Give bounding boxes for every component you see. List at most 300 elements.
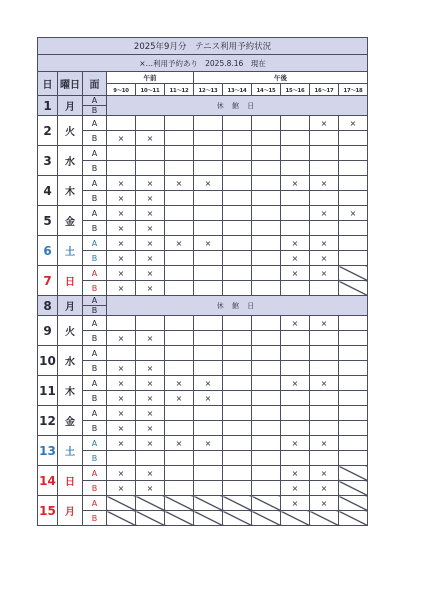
open-slot bbox=[339, 346, 368, 361]
reserved-mark: × bbox=[136, 421, 165, 436]
open-slot bbox=[252, 146, 281, 161]
table-row bbox=[38, 361, 368, 376]
reserved-mark: × bbox=[339, 116, 368, 131]
unavailable-slot bbox=[136, 496, 165, 511]
open-slot bbox=[223, 116, 252, 131]
reserved-mark: × bbox=[194, 436, 223, 451]
open-slot bbox=[281, 131, 310, 146]
open-slot bbox=[223, 376, 252, 391]
weekday-label: 日 bbox=[58, 266, 83, 296]
reserved-mark: × bbox=[107, 191, 136, 206]
court-label: A bbox=[83, 406, 107, 421]
reserved-mark: × bbox=[136, 361, 165, 376]
open-slot bbox=[136, 451, 165, 466]
open-slot bbox=[252, 206, 281, 221]
table-row bbox=[38, 331, 368, 346]
reserved-mark: × bbox=[107, 221, 136, 236]
table-row bbox=[38, 511, 368, 526]
court-label: B bbox=[83, 511, 107, 526]
open-slot bbox=[339, 176, 368, 191]
weekday-label: 土 bbox=[58, 236, 83, 266]
open-slot bbox=[223, 331, 252, 346]
reserved-mark: × bbox=[310, 116, 339, 131]
hour-header: 11～12 bbox=[165, 84, 194, 96]
unavailable-slot bbox=[339, 466, 368, 481]
open-slot bbox=[136, 161, 165, 176]
table-row bbox=[38, 236, 368, 251]
open-slot bbox=[310, 391, 339, 406]
reserved-mark: × bbox=[281, 316, 310, 331]
open-slot bbox=[194, 191, 223, 206]
open-slot bbox=[252, 376, 281, 391]
reserved-mark: × bbox=[194, 236, 223, 251]
open-slot bbox=[165, 316, 194, 331]
open-slot bbox=[252, 251, 281, 266]
open-slot bbox=[310, 361, 339, 376]
open-slot bbox=[310, 281, 339, 296]
reserved-mark: × bbox=[310, 436, 339, 451]
open-slot bbox=[107, 451, 136, 466]
open-slot bbox=[252, 361, 281, 376]
open-slot bbox=[281, 221, 310, 236]
court-label: A bbox=[83, 116, 107, 131]
open-slot bbox=[339, 251, 368, 266]
open-slot bbox=[281, 191, 310, 206]
open-slot bbox=[310, 161, 339, 176]
reserved-mark: × bbox=[107, 206, 136, 221]
reserved-mark: × bbox=[107, 391, 136, 406]
day-number: 8 bbox=[38, 296, 58, 316]
open-slot bbox=[281, 361, 310, 376]
court-label: B bbox=[83, 251, 107, 266]
reserved-mark: × bbox=[136, 436, 165, 451]
reserved-mark: × bbox=[339, 206, 368, 221]
open-slot bbox=[223, 346, 252, 361]
table-row bbox=[38, 146, 368, 161]
open-slot bbox=[310, 146, 339, 161]
open-slot bbox=[339, 451, 368, 466]
unavailable-slot bbox=[339, 281, 368, 296]
day-number: 6 bbox=[38, 236, 58, 266]
court-label: B bbox=[83, 106, 107, 116]
open-slot bbox=[252, 116, 281, 131]
court-label: A bbox=[83, 316, 107, 331]
court-label: B bbox=[83, 306, 107, 316]
table-row bbox=[38, 346, 368, 361]
open-slot bbox=[165, 191, 194, 206]
hour-header: 17～18 bbox=[339, 84, 368, 96]
reserved-mark: × bbox=[107, 176, 136, 191]
reserved-mark: × bbox=[194, 391, 223, 406]
day-number: 13 bbox=[38, 436, 58, 466]
weekday-label: 月 bbox=[58, 96, 83, 116]
open-slot bbox=[223, 481, 252, 496]
table-row bbox=[38, 296, 368, 306]
reserved-mark: × bbox=[310, 496, 339, 511]
reserved-mark: × bbox=[107, 236, 136, 251]
unavailable-slot bbox=[339, 496, 368, 511]
open-slot bbox=[310, 131, 339, 146]
open-slot bbox=[281, 331, 310, 346]
court-label: B bbox=[83, 281, 107, 296]
hour-header: 9～10 bbox=[107, 84, 136, 96]
open-slot bbox=[223, 421, 252, 436]
reserved-mark: × bbox=[281, 481, 310, 496]
open-slot bbox=[136, 116, 165, 131]
weekday-column-header: 曜日 bbox=[58, 72, 83, 96]
unavailable-slot bbox=[107, 496, 136, 511]
open-slot bbox=[136, 316, 165, 331]
court-label: A bbox=[83, 266, 107, 281]
open-slot bbox=[252, 236, 281, 251]
open-slot bbox=[223, 206, 252, 221]
open-slot bbox=[223, 361, 252, 376]
open-slot bbox=[194, 421, 223, 436]
open-slot bbox=[194, 161, 223, 176]
day-number: 1 bbox=[38, 96, 58, 116]
weekday-label: 水 bbox=[58, 346, 83, 376]
hour-header: 13～14 bbox=[223, 84, 252, 96]
open-slot bbox=[194, 131, 223, 146]
weekday-label: 木 bbox=[58, 176, 83, 206]
open-slot bbox=[252, 406, 281, 421]
weekday-label: 月 bbox=[58, 296, 83, 316]
table-row bbox=[38, 191, 368, 206]
open-slot bbox=[281, 406, 310, 421]
open-slot bbox=[310, 346, 339, 361]
reserved-mark: × bbox=[281, 496, 310, 511]
unavailable-slot bbox=[339, 511, 368, 526]
court-label: A bbox=[83, 206, 107, 221]
open-slot bbox=[165, 161, 194, 176]
open-slot bbox=[165, 206, 194, 221]
reserved-mark: × bbox=[165, 176, 194, 191]
open-slot bbox=[339, 191, 368, 206]
reserved-mark: × bbox=[107, 131, 136, 146]
reserved-mark: × bbox=[165, 376, 194, 391]
reserved-mark: × bbox=[107, 466, 136, 481]
table-row bbox=[38, 466, 368, 481]
weekday-label: 土 bbox=[58, 436, 83, 466]
page-title: 2025年9月分 テニス利用予約状況 bbox=[38, 38, 368, 55]
open-slot bbox=[252, 481, 281, 496]
table-row bbox=[38, 161, 368, 176]
open-slot bbox=[107, 116, 136, 131]
table-row bbox=[38, 391, 368, 406]
open-slot bbox=[223, 391, 252, 406]
table-row bbox=[38, 421, 368, 436]
reserved-mark: × bbox=[310, 466, 339, 481]
table-row bbox=[38, 176, 368, 191]
open-slot bbox=[223, 436, 252, 451]
open-slot bbox=[252, 281, 281, 296]
reserved-mark: × bbox=[281, 436, 310, 451]
open-slot bbox=[339, 161, 368, 176]
reserved-mark: × bbox=[136, 406, 165, 421]
open-slot bbox=[252, 391, 281, 406]
open-slot bbox=[252, 466, 281, 481]
open-slot bbox=[252, 421, 281, 436]
reserved-mark: × bbox=[107, 421, 136, 436]
unavailable-slot bbox=[136, 511, 165, 526]
open-slot bbox=[252, 266, 281, 281]
open-slot bbox=[165, 281, 194, 296]
open-slot bbox=[165, 406, 194, 421]
open-slot bbox=[165, 146, 194, 161]
open-slot bbox=[194, 206, 223, 221]
reserved-mark: × bbox=[136, 191, 165, 206]
open-slot bbox=[310, 421, 339, 436]
open-slot bbox=[339, 391, 368, 406]
unavailable-slot bbox=[252, 511, 281, 526]
unavailable-slot bbox=[194, 496, 223, 511]
as-of-date: 2025.8.16 現在 bbox=[205, 58, 266, 68]
open-slot bbox=[252, 131, 281, 146]
reserved-mark: × bbox=[107, 361, 136, 376]
table-row bbox=[38, 206, 368, 221]
reserved-mark: × bbox=[310, 251, 339, 266]
reserved-mark: × bbox=[136, 221, 165, 236]
unavailable-slot bbox=[165, 511, 194, 526]
court-label: A bbox=[83, 96, 107, 106]
hour-header: 14～15 bbox=[252, 84, 281, 96]
day-number: 15 bbox=[38, 496, 58, 526]
open-slot bbox=[194, 251, 223, 266]
open-slot bbox=[194, 361, 223, 376]
hour-header: 15～16 bbox=[281, 84, 310, 96]
weekday-label: 金 bbox=[58, 206, 83, 236]
open-slot bbox=[310, 406, 339, 421]
open-slot bbox=[194, 221, 223, 236]
reserved-mark: × bbox=[310, 481, 339, 496]
reserved-mark: × bbox=[136, 266, 165, 281]
table-row bbox=[38, 436, 368, 451]
day-number: 2 bbox=[38, 116, 58, 146]
open-slot bbox=[165, 266, 194, 281]
open-slot bbox=[165, 361, 194, 376]
open-slot bbox=[339, 436, 368, 451]
court-label: A bbox=[83, 346, 107, 361]
table-row bbox=[38, 451, 368, 466]
open-slot bbox=[165, 131, 194, 146]
reserved-mark: × bbox=[107, 281, 136, 296]
open-slot bbox=[194, 266, 223, 281]
morning-header: 午前 bbox=[107, 72, 194, 84]
court-label: B bbox=[83, 391, 107, 406]
table-row bbox=[38, 496, 368, 511]
table-row bbox=[38, 266, 368, 281]
court-label: B bbox=[83, 361, 107, 376]
reserved-mark: × bbox=[107, 481, 136, 496]
reservation-body bbox=[38, 96, 368, 526]
open-slot bbox=[194, 116, 223, 131]
day-number: 14 bbox=[38, 466, 58, 496]
reserved-mark: × bbox=[107, 266, 136, 281]
court-column-header: 面 bbox=[83, 72, 107, 96]
weekday-label: 月 bbox=[58, 496, 83, 526]
unavailable-slot bbox=[165, 496, 194, 511]
open-slot bbox=[281, 206, 310, 221]
unavailable-slot bbox=[339, 481, 368, 496]
reserved-mark: × bbox=[136, 391, 165, 406]
closed-day-label: 休 館 日 bbox=[107, 296, 368, 316]
reserved-mark: × bbox=[165, 391, 194, 406]
table-row bbox=[38, 376, 368, 391]
open-slot bbox=[310, 191, 339, 206]
weekday-label: 木 bbox=[58, 376, 83, 406]
reserved-mark: × bbox=[136, 481, 165, 496]
table-row bbox=[38, 116, 368, 131]
open-slot bbox=[223, 316, 252, 331]
open-slot bbox=[223, 221, 252, 236]
open-slot bbox=[136, 346, 165, 361]
reserved-mark: × bbox=[165, 436, 194, 451]
court-label: B bbox=[83, 451, 107, 466]
open-slot bbox=[281, 281, 310, 296]
unavailable-slot bbox=[223, 496, 252, 511]
open-slot bbox=[339, 131, 368, 146]
weekday-label: 金 bbox=[58, 406, 83, 436]
open-slot bbox=[310, 221, 339, 236]
reserved-mark: × bbox=[281, 176, 310, 191]
court-label: B bbox=[83, 131, 107, 146]
open-slot bbox=[339, 406, 368, 421]
open-slot bbox=[165, 481, 194, 496]
day-number: 3 bbox=[38, 146, 58, 176]
weekday-label: 水 bbox=[58, 146, 83, 176]
court-label: B bbox=[83, 161, 107, 176]
reserved-mark: × bbox=[136, 131, 165, 146]
open-slot bbox=[194, 281, 223, 296]
reserved-mark: × bbox=[136, 251, 165, 266]
court-label: B bbox=[83, 331, 107, 346]
table-row bbox=[38, 96, 368, 106]
reserved-mark: × bbox=[136, 236, 165, 251]
open-slot bbox=[165, 251, 194, 266]
table-row bbox=[38, 221, 368, 236]
open-slot bbox=[223, 236, 252, 251]
open-slot bbox=[107, 146, 136, 161]
open-slot bbox=[252, 331, 281, 346]
open-slot bbox=[339, 146, 368, 161]
court-label: A bbox=[83, 236, 107, 251]
open-slot bbox=[165, 466, 194, 481]
court-label: A bbox=[83, 466, 107, 481]
court-label: A bbox=[83, 376, 107, 391]
reserved-mark: × bbox=[194, 176, 223, 191]
reserved-mark: × bbox=[107, 331, 136, 346]
reserved-mark: × bbox=[310, 266, 339, 281]
day-number: 4 bbox=[38, 176, 58, 206]
open-slot bbox=[339, 316, 368, 331]
open-slot bbox=[223, 406, 252, 421]
unavailable-slot bbox=[310, 511, 339, 526]
open-slot bbox=[136, 146, 165, 161]
reserved-mark: × bbox=[136, 281, 165, 296]
open-slot bbox=[223, 176, 252, 191]
reserved-mark: × bbox=[136, 376, 165, 391]
open-slot bbox=[194, 146, 223, 161]
reserved-mark: × bbox=[281, 266, 310, 281]
reserved-mark: × bbox=[107, 376, 136, 391]
reserved-mark: × bbox=[281, 251, 310, 266]
open-slot bbox=[223, 131, 252, 146]
open-slot bbox=[310, 331, 339, 346]
closed-day-label: 休 館 日 bbox=[107, 96, 368, 116]
hour-header: 12～13 bbox=[194, 84, 223, 96]
unavailable-slot bbox=[223, 511, 252, 526]
open-slot bbox=[252, 161, 281, 176]
open-slot bbox=[165, 421, 194, 436]
day-column-header: 日 bbox=[38, 72, 58, 96]
open-slot bbox=[252, 221, 281, 236]
reserved-mark: × bbox=[281, 466, 310, 481]
table-row bbox=[38, 251, 368, 266]
court-label: B bbox=[83, 481, 107, 496]
open-slot bbox=[252, 316, 281, 331]
court-label: B bbox=[83, 421, 107, 436]
unavailable-slot bbox=[252, 496, 281, 511]
day-number: 12 bbox=[38, 406, 58, 436]
reserved-mark: × bbox=[281, 236, 310, 251]
table-row bbox=[38, 481, 368, 496]
open-slot bbox=[339, 236, 368, 251]
open-slot bbox=[281, 116, 310, 131]
day-number: 5 bbox=[38, 206, 58, 236]
court-label: B bbox=[83, 221, 107, 236]
open-slot bbox=[252, 191, 281, 206]
reserved-mark: × bbox=[136, 176, 165, 191]
open-slot bbox=[281, 346, 310, 361]
unavailable-slot bbox=[194, 511, 223, 526]
weekday-label: 火 bbox=[58, 316, 83, 346]
open-slot bbox=[194, 331, 223, 346]
weekday-label: 日 bbox=[58, 466, 83, 496]
open-slot bbox=[339, 361, 368, 376]
hour-header: 16～17 bbox=[310, 84, 339, 96]
reserved-mark: × bbox=[136, 206, 165, 221]
court-label: A bbox=[83, 176, 107, 191]
open-slot bbox=[165, 451, 194, 466]
day-number: 10 bbox=[38, 346, 58, 376]
open-slot bbox=[223, 266, 252, 281]
legend-and-date bbox=[38, 55, 368, 72]
open-slot bbox=[107, 161, 136, 176]
open-slot bbox=[252, 176, 281, 191]
open-slot bbox=[223, 451, 252, 466]
open-slot bbox=[223, 146, 252, 161]
reserved-mark: × bbox=[281, 376, 310, 391]
open-slot bbox=[223, 281, 252, 296]
open-slot bbox=[223, 161, 252, 176]
table-row bbox=[38, 131, 368, 146]
open-slot bbox=[339, 421, 368, 436]
court-label: A bbox=[83, 146, 107, 161]
reserved-mark: × bbox=[310, 316, 339, 331]
court-label: B bbox=[83, 191, 107, 206]
court-label: A bbox=[83, 496, 107, 511]
reserved-mark: × bbox=[310, 236, 339, 251]
reserved-mark: × bbox=[310, 376, 339, 391]
open-slot bbox=[281, 421, 310, 436]
reserved-mark: × bbox=[136, 466, 165, 481]
open-slot bbox=[252, 346, 281, 361]
open-slot bbox=[194, 346, 223, 361]
open-slot bbox=[223, 251, 252, 266]
legend-text: ×…利用予約あり bbox=[139, 58, 198, 68]
reserved-mark: × bbox=[107, 406, 136, 421]
reserved-mark: × bbox=[165, 236, 194, 251]
